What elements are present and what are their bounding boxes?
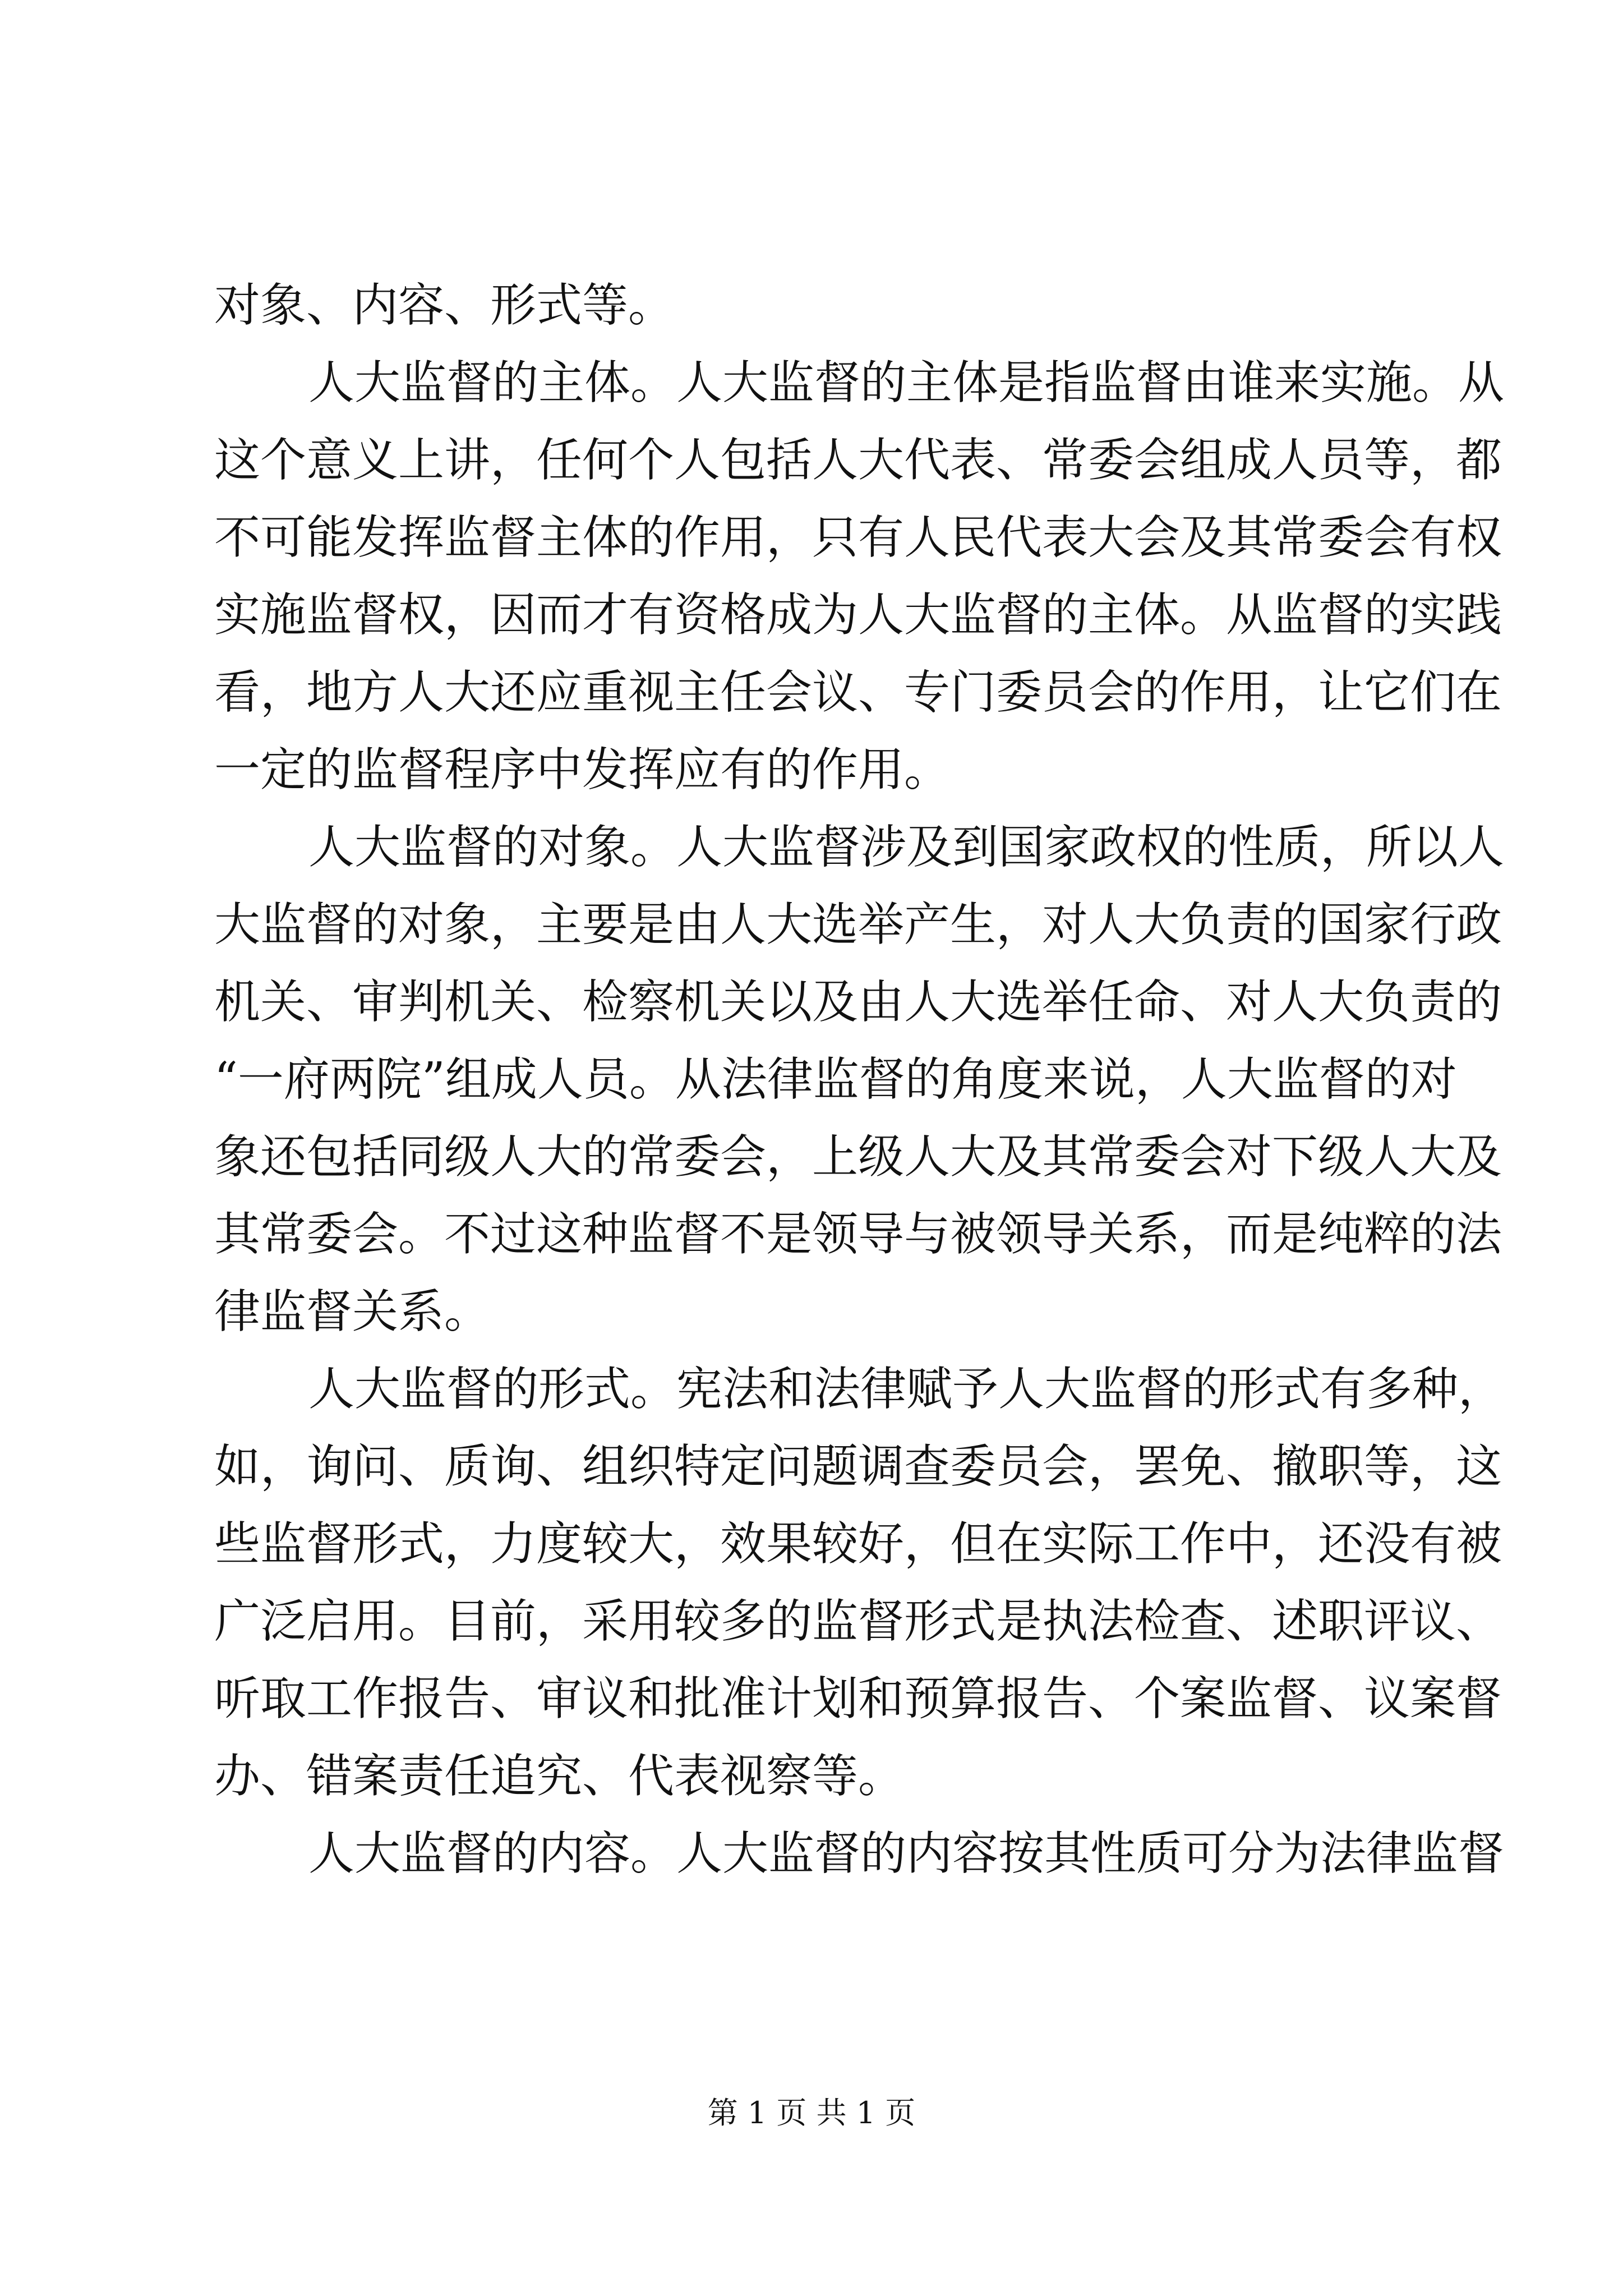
text-line: “一府两院”组成人员。从法律监督的角度来说，人大监督的对 xyxy=(214,1053,1457,1106)
text-line: 对象、内容、形式等。 xyxy=(214,279,675,332)
text-line: 些监督形式，力度较大，效果较好，但在实际工作中，还没有被 xyxy=(214,1517,1502,1571)
text-line: 律监督关系。 xyxy=(214,1285,491,1338)
text-line: 象还包括同级人大的常委会，上级人大及其常委会对下级人大及 xyxy=(214,1130,1502,1184)
page-footer xyxy=(0,2093,1623,2133)
text-line: 看，地方人大还应重视主任会议、专门委员会的作用，让它们在 xyxy=(214,666,1502,719)
text-line: 如，询问、质询、组织特定问题调查委员会，罢免、撤职等，这 xyxy=(214,1440,1502,1493)
text-line: 机关、审判机关、检察机关以及由人大选举任命、对人大负责的 xyxy=(214,976,1502,1029)
text-line: 实施监督权，因而才有资格成为人大监督的主体。从监督的实践 xyxy=(214,588,1502,642)
text-line: 办、错案责任追究、代表视察等。 xyxy=(214,1750,905,1803)
text-line: 不可能发挥监督主体的作用，只有人民代表大会及其常委会有权 xyxy=(214,511,1502,564)
text-line: 大监督的对象，主要是由人大选举产生，对人大负责的国家行政 xyxy=(214,898,1502,951)
text-line: 广泛启用。目前，采用较多的监督形式是执法检查、述职评议、 xyxy=(214,1595,1502,1648)
text-line: 人大监督的主体。人大监督的主体是指监督由谁来实施。从 xyxy=(308,356,1505,409)
page-number: 第 1 页 共 1 页 xyxy=(707,2095,916,2131)
text-line: 其常委会。不过这种监督不是领导与被领导关系，而是纯粹的法 xyxy=(214,1208,1502,1261)
text-line: 一定的监督程序中发挥应有的作用。 xyxy=(214,743,951,797)
text-line: 听取工作报告、审议和批准计划和预算报告、个案监督、议案督 xyxy=(214,1672,1502,1726)
body-text xyxy=(214,267,1505,1893)
text-line: 人大监督的形式。宪法和法律赋予人大监督的形式有多种， xyxy=(308,1363,1505,1416)
text-line: 人大监督的对象。人大监督涉及到国家政权的性质，所以人 xyxy=(308,821,1505,874)
text-line: 这个意义上讲，任何个人包括人大代表、常委会组成人员等，都 xyxy=(214,434,1502,487)
text-line: 人大监督的内容。人大监督的内容按其性质可分为法律监督 xyxy=(308,1827,1505,1880)
